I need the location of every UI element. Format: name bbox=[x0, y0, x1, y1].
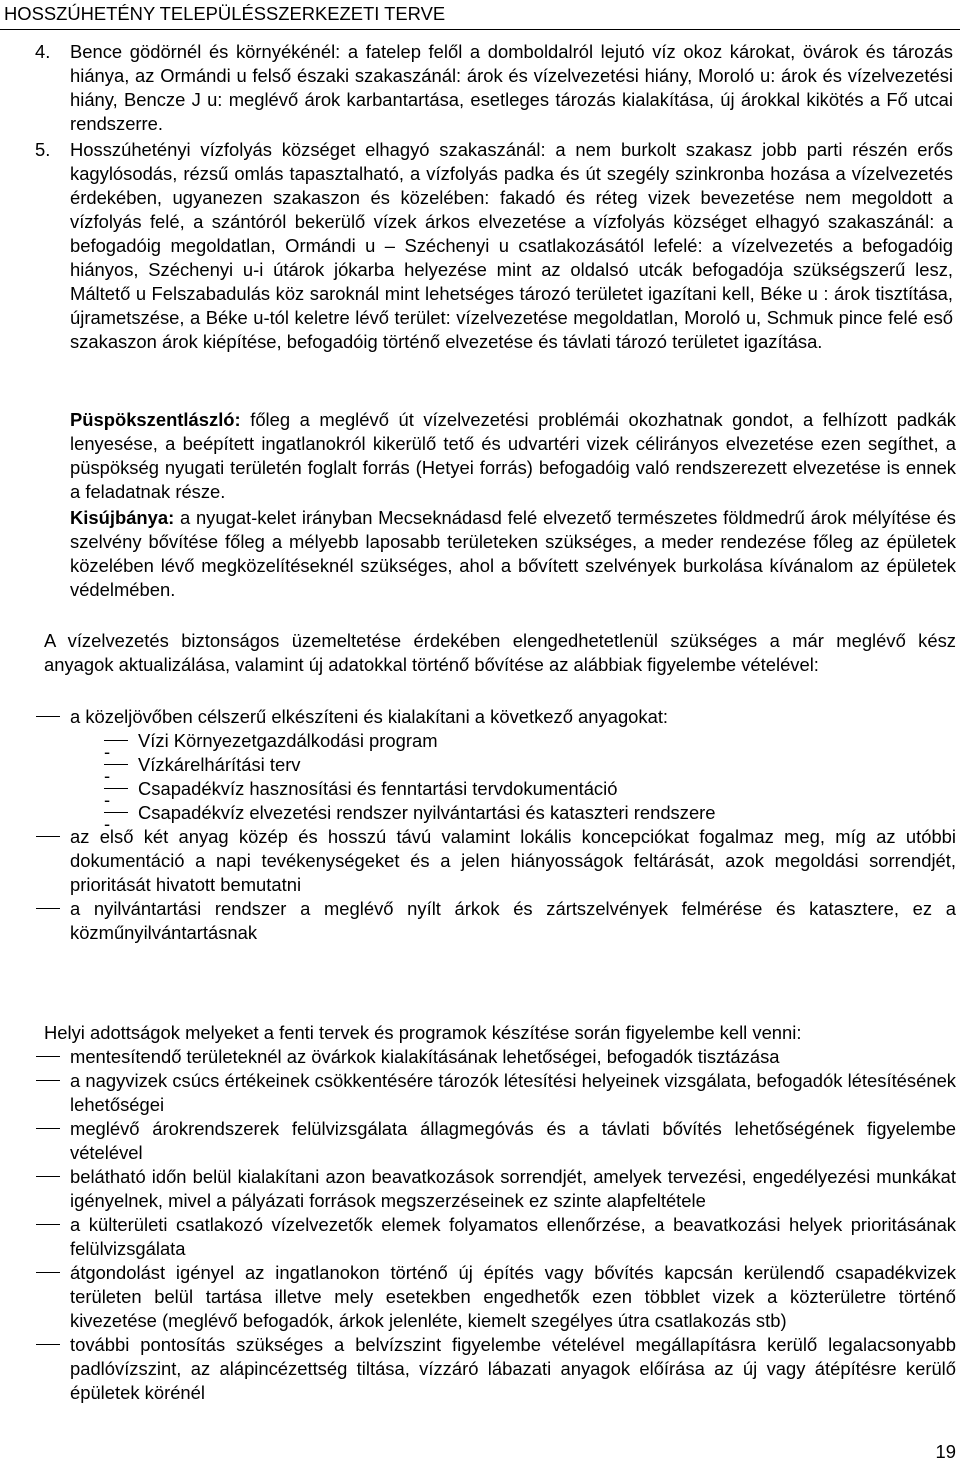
maintenance-list bbox=[36, 705, 956, 945]
puspokszentlaszlo-text: főleg a meglévő út vízelvezetési problémái okozhatnak gondot, a felhízott padkák lenyesése, a beépített ingatlanokról kikerülő tető és udvartéri vizek célirányos elvezetése ezen segíthet, a püspökség nyugati területén foglalt forrás (Hetyei forrás) befogadóig való rendszerezett elvezetése is ennek a feladatnak része. bbox=[70, 409, 956, 502]
list-item bbox=[36, 825, 956, 897]
list-item-text: mentesítendő területeknél az övárkok kialakításának lehetőségei, befogadók tisztázása bbox=[70, 1046, 780, 1067]
list-item bbox=[36, 1117, 956, 1165]
list-item-text: meglévő árokrendszerek felülvizsgálata állagmegóvás és a távlati bővítés lehetőségének figyelembe vételével bbox=[70, 1118, 956, 1163]
local-conditions-list bbox=[36, 1045, 956, 1405]
list-item-text: az első két anyag közép és hosszú távú valamint lokális koncepciókat fogalmaz meg, míg az utóbbi dokumentáció a napi tevékenységeket és a jelen hiányosságok feltárását, azok megoldási sorrendjét, prioritását hivatott bemutatni bbox=[70, 826, 956, 895]
list-item bbox=[36, 1333, 956, 1405]
list-item bbox=[36, 1213, 956, 1261]
puspokszentlaszlo-paragraph bbox=[70, 408, 956, 504]
item-5-number: 5. bbox=[35, 139, 51, 160]
puspokszentlaszlo-label: Püspökszentlászló: bbox=[70, 409, 241, 430]
list-item-text: átgondolást igényel az ingatlanokon történő új építés vagy bővítés kapcsán kerülendő csapadékvizek területen belül tartása illetve mely esetekben engedhetők ezen többlet vizek a közterületre történő kivezetése (meglévő befogadók, árkok jelenléte, kiemelt szegélyes útra csatlakozás stb) bbox=[70, 1262, 956, 1331]
list-item-text: a nagyvizek csúcs értékeinek csökkentésére tározók létesítési helyeinek vizsgálata, befogadók létesítésének lehetőségei bbox=[70, 1070, 956, 1115]
sublist-item: - Vízkárelhárítási terv bbox=[104, 753, 956, 777]
list-item bbox=[36, 1045, 956, 1069]
document-sublist bbox=[104, 729, 956, 825]
list-item-text: további pontosítás szükséges a belvízszint figyelembe vételével megállapításra kerülő legalacsonyabb padlóvízszint, az alápincézettség tiltása, vízzáró lábazati anyagok előírása az új vagy átépítésre kerülő épületek körénél bbox=[70, 1334, 956, 1403]
item-5-text: Hosszúhetényi vízfolyás községet elhagyó szakaszánál: a nem burkolt szakasz jobb parti részén erős kagylósodás, rézsű omlás tapasztalható, a vízfolyás padka és út szegély szinkronba hozása a vízelvezetés érdekében, ugyanezen szakaszon és közelében: fakadó és réteg vizek bevezetése nem megoldott a vízfolyás felé, a szántóról bekerülő vízek árkos elvezetése a vízfolyás községet elhagyó szakaszánál: a befogadóig megoldatlan, Ormándi u – Széchenyi u csatlakozásától lefelé: a vízelvezetés a befogadóig hiányos, Széchenyi u-i útárok jókarba helyezése mint az oldalsó utcák befogadója szükségszerű lesz, Máltető u Felszabadulás köz saroknál mint lehetséges tározó területet igazítani kell, Béke u : árok tisztítása, újrametszése, a Béke u-tól keletre lévő terület: vízelvezetése megoldatlan, Moroló u, Schmuk pince felé eső szakaszon árok kiépítése, befogadóig történő elvezetése és távlati tározó területet igazítása. bbox=[70, 139, 953, 352]
item-4-number: 4. bbox=[35, 41, 51, 62]
kisujbanya-text: a nyugat-kelet irányban Mecseknádasd felé elvezető természetes földmedrű árok mélyítése és szelvény bővítése főleg a mélyebb laposabb területeken szükséges, a meder rendezése főleg az épületek közelében lévő megközelítéseknél szükséges, ahol a bővített szelvények burkolása kívánalom az épületek védelmében. bbox=[70, 507, 956, 600]
intro-paragraph-2: Helyi adottságok melyeket a fenti tervek és programok készítése során figyelembe kell venni: bbox=[44, 1022, 802, 1043]
page-header bbox=[0, 0, 960, 30]
header-title: HOSSZÚHETÉNY TELEPÜLÉSSZERKEZETI TERVE bbox=[4, 3, 446, 24]
kisujbanya-label: Kisújbánya: bbox=[70, 507, 175, 528]
list-item-text: a külterületi csatlakozó vízelvezetők elemek folyamatos ellenőrzése, a beavatkozási helyek prioritásának felülvizsgálata bbox=[70, 1214, 956, 1259]
list-item bbox=[36, 897, 956, 945]
sublist-item: - Vízi Környezetgazdálkodási program bbox=[104, 729, 956, 753]
item-4-text: Bence gödörnél és környékénél: a fatelep felől a domboldalról lejutó víz okoz károkat, övárok és tározás hiánya, az Ormándi u felső északi szakaszánál: árok és vízelvezetési hiány, Moroló u: árok és vízelvezetési hiány, Bencze J u: meglévő árok karbantartása, esetleges tározás kialakítása, új árokkal kikötés a Fő utcai rendszerre. bbox=[70, 41, 953, 134]
item-4 bbox=[35, 40, 953, 136]
list-item-text: a közeljövőben célszerű elkészíteni és kialakítani a következő anyagokat: bbox=[70, 706, 669, 727]
sublist-item: - Csapadékvíz elvezetési rendszer nyilvántartási és kataszteri rendszere bbox=[104, 801, 956, 825]
list-item bbox=[36, 1165, 956, 1213]
list-item bbox=[36, 705, 956, 825]
list-item bbox=[36, 1261, 956, 1333]
intro-paragraph-1: A vízelvezetés biztonságos üzemeltetése érdekében elengedhetetlenül szükséges a már meglévő kész anyagok aktualizálása, valamint új adatokkal történő bővítése az alábbiak figyelembe vételével: bbox=[44, 630, 956, 675]
kisujbanya-paragraph bbox=[70, 506, 956, 602]
list-item bbox=[36, 1069, 956, 1117]
list-item-text: a nyilvántartási rendszer a meglévő nyílt árkok és zártszelvények felmérése és katasztere, ez a közműnyilvántartásnak bbox=[70, 898, 956, 943]
sublist-item: - Csapadékvíz hasznosítási és fenntartási tervdokumentáció bbox=[104, 777, 956, 801]
list-item-text: belátható időn belül kialakítani azon beavatkozások sorrendjét, amelyek tervezési, engedélyezési munkákat igényelnek, mivel a pályázati források megszerzéseinek ez szinte alapfeltétele bbox=[70, 1166, 956, 1211]
item-5 bbox=[35, 138, 953, 354]
numbered-items bbox=[35, 40, 953, 354]
page-number: 19 bbox=[935, 1441, 956, 1462]
